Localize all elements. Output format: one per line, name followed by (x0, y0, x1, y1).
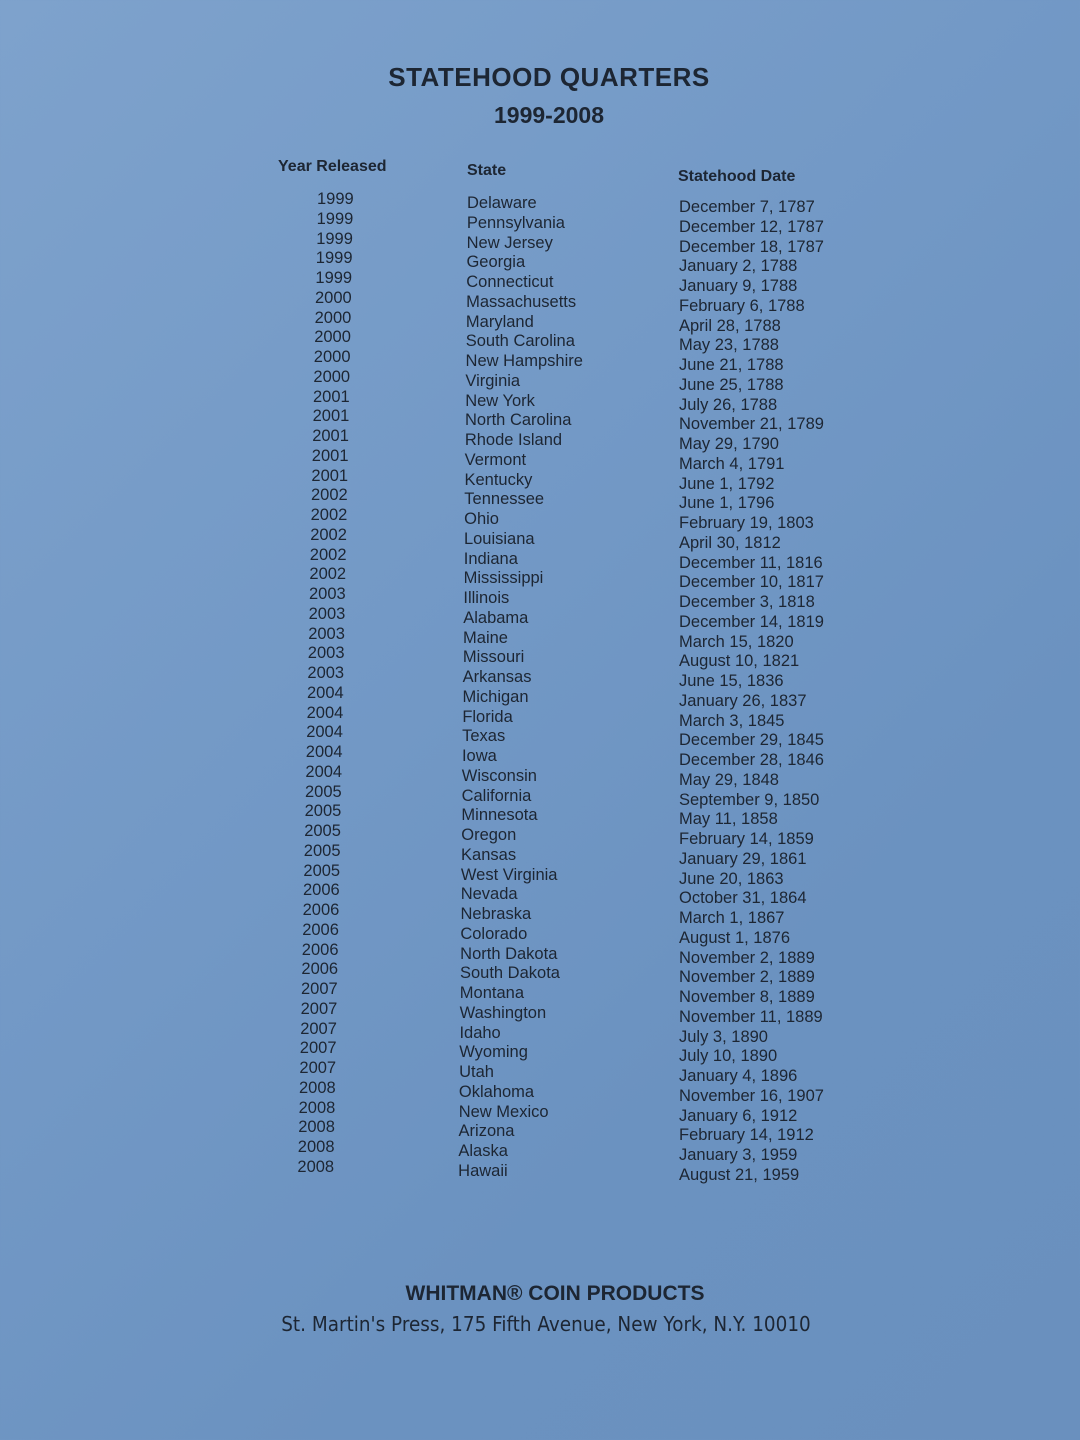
state-cell: Nevada (460, 885, 518, 904)
date-cell: June 21, 1788 (679, 356, 784, 374)
table-row (0, 446, 1080, 473)
column-header-date: Statehood Date (678, 168, 796, 185)
state-cell: Virginia (465, 371, 521, 390)
year-cell: 2000 (313, 367, 351, 386)
table-row (0, 762, 1080, 789)
year-cell: 2001 (312, 407, 350, 426)
date-cell: May 29, 1848 (679, 770, 779, 789)
date-cell: March 4, 1791 (679, 454, 785, 473)
date-cell: November 8, 1889 (679, 988, 815, 1006)
table-row (0, 822, 1080, 848)
table-row (0, 229, 1080, 256)
state-cell: Arizona (458, 1122, 515, 1141)
year-cell: 2008 (299, 1078, 336, 1097)
state-cell: New Jersey (466, 233, 553, 252)
table-row (0, 506, 1080, 532)
table-row (0, 407, 1080, 434)
state-cell: Alabama (463, 608, 529, 627)
state-cell: Washington (459, 1003, 547, 1022)
table-row (0, 1157, 1080, 1184)
year-cell: 2003 (308, 624, 345, 643)
state-cell: South Dakota (459, 964, 560, 983)
state-cell: Illinois (463, 589, 510, 607)
year-cell: 2001 (313, 387, 350, 406)
date-cell: May 11, 1858 (679, 810, 778, 829)
state-cell: Florida (462, 707, 513, 726)
date-cell: December 12, 1787 (679, 217, 824, 236)
state-cell: Missouri (462, 648, 525, 667)
table-row (0, 940, 1080, 967)
state-cell: South Carolina (465, 332, 575, 351)
year-cell: 2003 (307, 644, 345, 663)
state-cell: Wisconsin (461, 766, 537, 785)
year-cell: 2000 (313, 348, 351, 366)
year-cell: 1999 (316, 229, 353, 248)
date-cell: December 3, 1818 (679, 593, 815, 611)
year-cell: 2002 (311, 486, 348, 505)
date-cell: February 14, 1912 (679, 1126, 814, 1145)
date-cell: March 15, 1820 (679, 632, 794, 651)
table-row (0, 920, 1080, 947)
state-cell: Pennsylvania (466, 213, 565, 232)
table-row (0, 683, 1080, 710)
date-cell: January 9, 1788 (679, 277, 798, 295)
state-cell: Oklahoma (458, 1082, 535, 1101)
state-cell: New Hampshire (465, 352, 583, 370)
year-cell: 1999 (315, 269, 353, 287)
date-cell: December 10, 1817 (679, 573, 824, 592)
table-row (0, 348, 1080, 374)
table-row (0, 782, 1080, 809)
date-cell: June 1, 1792 (679, 474, 775, 493)
table-row (0, 190, 1080, 216)
year-cell: 2002 (310, 506, 348, 524)
date-cell: January 4, 1896 (679, 1067, 798, 1085)
state-cell: New Mexico (458, 1102, 549, 1121)
table-row (0, 269, 1080, 295)
state-cell: California (461, 786, 532, 805)
date-cell: June 1, 1796 (679, 494, 775, 513)
year-cell: 1999 (315, 249, 353, 268)
date-cell: June 20, 1863 (679, 869, 784, 888)
table-row (0, 1098, 1080, 1125)
table-row (0, 743, 1080, 769)
year-cell: 2003 (308, 604, 346, 623)
publisher-name: WHITMAN® COIN PRODUCTS (405, 1282, 705, 1305)
state-cell: Arkansas (462, 668, 532, 686)
date-cell: January 2, 1788 (679, 257, 798, 276)
table-row (0, 1118, 1080, 1145)
date-cell: July 3, 1890 (679, 1027, 768, 1046)
year-cell: 2002 (310, 525, 347, 544)
table-row (0, 980, 1080, 1006)
date-cell: December 18, 1787 (679, 237, 824, 256)
state-cell: Wyoming (459, 1043, 528, 1062)
year-cell: 2001 (311, 466, 349, 485)
year-cell: 2004 (307, 683, 344, 702)
year-cell: 2006 (301, 940, 339, 959)
table-row (0, 1019, 1080, 1046)
state-cell: Rhode Island (464, 431, 563, 449)
table-row (0, 664, 1080, 690)
year-cell: 2000 (315, 288, 352, 307)
date-cell: November 11, 1889 (679, 1007, 823, 1026)
date-cell: December 7, 1787 (679, 198, 815, 216)
state-cell: Kentucky (464, 470, 533, 489)
state-cell: Montana (459, 984, 525, 1002)
year-cell: 2006 (301, 960, 339, 979)
year-cell: 2005 (305, 782, 342, 801)
year-cell: 2000 (314, 308, 352, 327)
date-cell: March 1, 1867 (679, 909, 785, 927)
date-cell: January 29, 1861 (679, 849, 807, 868)
table-row (0, 288, 1080, 315)
state-cell: Nebraska (460, 905, 532, 923)
date-cell: February 6, 1788 (679, 296, 805, 315)
table-row (0, 901, 1080, 927)
state-cell: West Virginia (460, 865, 558, 884)
state-cell: Texas (462, 727, 506, 746)
state-cell: Minnesota (461, 806, 538, 825)
date-cell: April 30, 1812 (679, 533, 781, 552)
table-row (0, 427, 1080, 453)
table-row (0, 604, 1080, 631)
state-cell: Maryland (465, 312, 534, 331)
year-cell: 2003 (307, 664, 345, 682)
year-cell: 2005 (303, 841, 341, 860)
date-cell: June 25, 1788 (679, 375, 784, 394)
date-cell: November 16, 1907 (679, 1086, 824, 1105)
state-cell: Louisiana (463, 529, 535, 548)
date-cell: January 6, 1912 (679, 1106, 798, 1125)
date-cell: December 14, 1819 (679, 612, 824, 631)
year-cell: 2005 (303, 861, 341, 880)
column-header-state: State (467, 162, 507, 179)
page-title: STATEHOOD QUARTERS (388, 62, 710, 92)
state-cell: New York (465, 391, 535, 410)
table-row (0, 387, 1080, 414)
year-cell: 2006 (303, 881, 340, 900)
date-cell: December 11, 1816 (679, 553, 823, 572)
table-row (0, 881, 1080, 908)
year-cell: 2004 (305, 762, 343, 781)
date-cell: February 19, 1803 (679, 514, 814, 532)
date-cell: May 29, 1790 (679, 435, 779, 453)
year-cell: 2006 (302, 920, 339, 939)
table-row (0, 1059, 1080, 1085)
date-cell: July 26, 1788 (679, 395, 778, 414)
date-cell: April 28, 1788 (679, 316, 781, 335)
table-row (0, 585, 1080, 611)
state-cell: Maine (463, 628, 508, 647)
state-cell: Vermont (464, 450, 527, 469)
date-cell: March 3, 1845 (679, 711, 785, 730)
date-cell: September 9, 1850 (679, 790, 820, 809)
year-cell: 2008 (297, 1157, 335, 1176)
table-row (0, 525, 1080, 552)
date-cell: October 31, 1864 (679, 889, 807, 908)
state-cell: Georgia (466, 253, 526, 272)
column-header-year: Year Released (278, 158, 387, 175)
year-cell: 2008 (298, 1098, 336, 1117)
state-cell: Connecticut (466, 273, 554, 291)
year-cell: 2007 (299, 1059, 337, 1077)
table-row (0, 999, 1080, 1026)
table-row (0, 367, 1080, 394)
year-cell: 1999 (316, 209, 354, 228)
year-cell: 2004 (305, 743, 343, 761)
table-row (0, 545, 1080, 572)
table-row (0, 703, 1080, 730)
publisher-address: St. Martin's Press, 175 Fifth Avenue, New York, N.Y. 10010 (281, 1312, 811, 1336)
table-row (0, 1039, 1080, 1066)
state-cell: Iowa (461, 747, 497, 765)
year-cell: 2001 (311, 446, 349, 465)
table-row (0, 624, 1080, 651)
date-cell: January 26, 1837 (679, 691, 807, 710)
state-cell: Indiana (463, 549, 518, 568)
date-cell: January 3, 1959 (679, 1146, 798, 1164)
state-cell: Michigan (462, 687, 529, 706)
table-row (0, 723, 1080, 750)
table-row (0, 644, 1080, 671)
state-cell: Mississippi (463, 569, 544, 588)
date-cell: November 2, 1889 (679, 948, 815, 967)
table-row (0, 308, 1080, 335)
table-row (0, 1138, 1080, 1164)
table-row (0, 486, 1080, 513)
year-cell: 2006 (302, 901, 340, 919)
date-cell: June 15, 1836 (679, 672, 784, 690)
state-cell: Idaho (459, 1023, 501, 1042)
year-cell: 2002 (309, 545, 347, 564)
date-cell: December 28, 1846 (679, 751, 824, 769)
date-cell: November 21, 1789 (679, 415, 824, 434)
date-cell: December 29, 1845 (679, 731, 824, 750)
state-cell: Ohio (464, 510, 499, 528)
year-cell: 2005 (304, 802, 342, 821)
date-cell: August 10, 1821 (679, 652, 800, 671)
date-cell: August 1, 1876 (679, 928, 791, 947)
table-row (0, 466, 1080, 493)
table-row (0, 249, 1080, 276)
year-cell: 2007 (300, 1019, 337, 1038)
table-row (0, 960, 1080, 987)
state-cell: Oregon (461, 826, 517, 844)
state-cell: Alaska (458, 1142, 508, 1160)
date-cell: November 2, 1889 (679, 968, 815, 987)
state-cell: Hawaii (458, 1161, 508, 1180)
state-cell: North Carolina (465, 411, 572, 430)
year-cell: 2007 (301, 980, 338, 998)
date-cell: July 10, 1890 (679, 1047, 778, 1066)
year-cell: 2005 (304, 822, 341, 840)
table-row (0, 209, 1080, 236)
year-cell: 2000 (314, 328, 351, 347)
table-row (0, 328, 1080, 355)
year-cell: 2008 (298, 1118, 335, 1137)
year-cell: 2007 (300, 999, 338, 1018)
year-cell: 2001 (312, 427, 349, 445)
table-row (0, 1078, 1080, 1105)
date-cell: August 21, 1959 (679, 1165, 800, 1184)
year-cell: 2002 (309, 565, 347, 584)
table-row (0, 861, 1080, 888)
state-cell: Utah (459, 1063, 494, 1081)
year-cell: 2004 (306, 723, 343, 742)
year-cell: 2004 (306, 703, 344, 722)
page-subtitle: 1999-2008 (494, 102, 604, 128)
year-cell: 2003 (309, 585, 346, 603)
date-cell: May 23, 1788 (679, 336, 779, 355)
table-row (0, 565, 1080, 592)
state-cell: Tennessee (464, 490, 545, 509)
table-row (0, 802, 1080, 829)
state-cell: Delaware (467, 194, 537, 212)
state-cell: Massachusetts (466, 292, 577, 311)
state-cell: North Dakota (460, 944, 558, 963)
year-cell: 1999 (317, 190, 354, 208)
date-cell: February 14, 1859 (679, 830, 814, 848)
year-cell: 2007 (299, 1039, 337, 1058)
table-row (0, 841, 1080, 868)
state-cell: Kansas (461, 845, 517, 864)
state-cell: Colorado (460, 924, 528, 943)
year-cell: 2008 (297, 1138, 335, 1156)
